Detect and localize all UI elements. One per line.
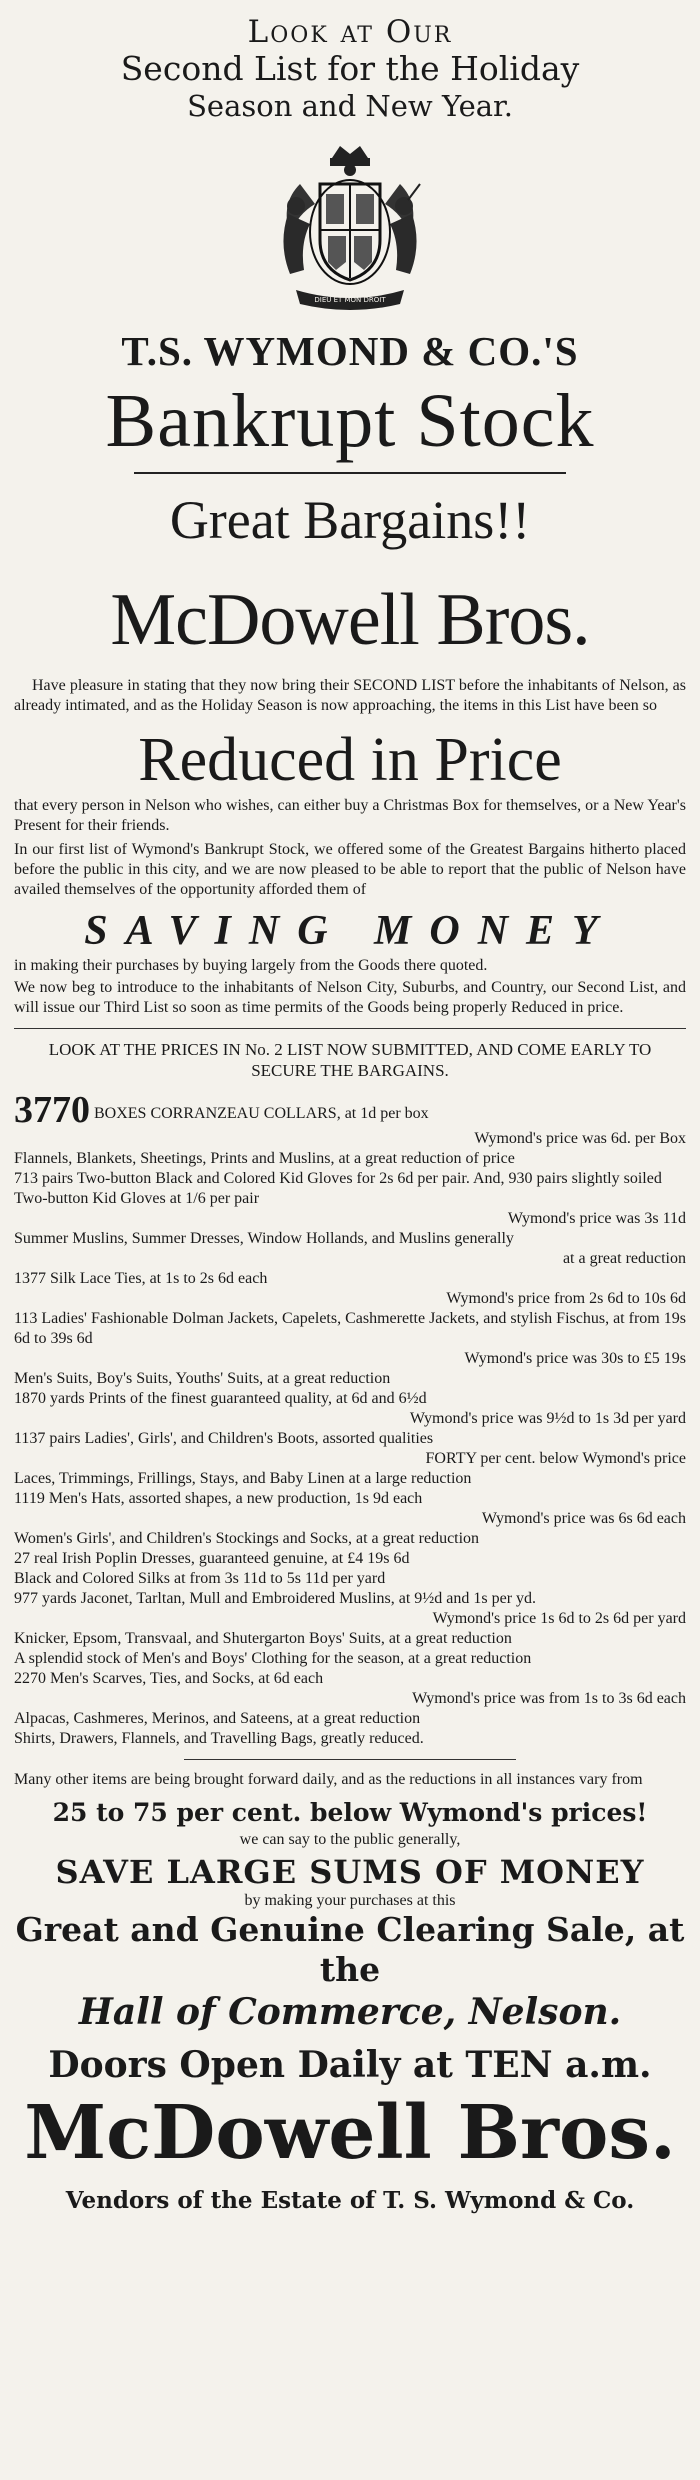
percent-below-heading: 25 to 75 per cent. below Wymond's prices!	[52, 1798, 648, 1827]
list-item: Shirts, Drawers, Flannels, and Travelling Bags, greatly reduced.	[14, 1730, 424, 1747]
list-item: Summer Muslins, Summer Dresses, Window Hollands, and Muslins generally at a great reduction	[14, 1230, 686, 1267]
price-list	[14, 1091, 686, 1749]
season-heading: Season and New Year.	[187, 89, 513, 123]
list-item: 1377 Silk Lace Ties, at 1s to 2s 6d each Wymond's price from 2s 6d to 10s 6d	[14, 1270, 686, 1307]
by-making-text: by making your purchases at this	[244, 1892, 456, 1909]
item-wymond-price: Wymond's price was 30s to £5 19s	[464, 1350, 686, 1367]
divider	[14, 1028, 686, 1029]
reduced-in-price-heading: Reduced in Price	[138, 726, 562, 794]
mcdowell-heading: McDowell Bros.	[110, 579, 590, 661]
list-item: Black and Colored Silks at from 3s 11d to 5s 11d per yard	[14, 1570, 386, 1587]
item-wymond-price: Wymond's price was 3s 11d	[507, 1210, 686, 1227]
paragraph-christmas: that every person in Nelson who wishes, can either buy a Christmas Box for themselves, or a New Year's Present for their friends.	[14, 797, 686, 834]
second-list-heading: Second List for the Holiday	[120, 49, 580, 88]
item-wymond-price: FORTY per cent. below Wymond's price	[425, 1450, 686, 1467]
look-at-prices-notice: LOOK AT THE PRICES IN No. 2 LIST NOW SUBMITTED, AND COME EARLY TO SECURE THE BARGAINS.	[48, 1040, 652, 1080]
crest-motto: DIEU ET MON DROIT	[314, 296, 386, 304]
list-item: Laces, Trimmings, Frillings, Stays, and Baby Linen at a large reduction	[14, 1470, 472, 1487]
wymond-heading: T.S. WYMOND & CO.'S	[121, 328, 579, 374]
list-item: 977 yards Jaconet, Tarltan, Mull and Embroidered Muslins, at 9½d and 1s per yd. Wymond's price 1s 6d to 2s 6d per yard	[14, 1590, 686, 1627]
divider	[184, 1759, 516, 1760]
royal-coat-of-arms-icon	[270, 144, 430, 312]
we-can-say-text: we can say to the public generally,	[239, 1831, 461, 1848]
item-wymond-price: Wymond's price was 9½d to 1s 3d per yard	[409, 1410, 686, 1427]
list-item: Women's Girls', and Children's Stockings and Socks, at a great reduction	[14, 1530, 480, 1547]
list-item: 27 real Irish Poplin Dresses, guaranteed genuine, at £4 19s 6d	[14, 1550, 410, 1567]
list-item: 713 pairs Two-button Black and Colored Kid Gloves for 2s 6d per pair. And, 930 pairs slightly soiled Two-button Kid Gloves at 1/6 per pair Wymond's price was 3s 11d	[14, 1170, 686, 1227]
intro-paragraph: Have pleasure in stating that they now bring their SECOND LIST before the inhabitants of Nelson, as already intimated, and as the Holiday Season is now approaching, the items in this List have been so	[14, 677, 686, 714]
saving-money-heading: SAVING MONEY	[84, 908, 616, 954]
list-item: Flannels, Blankets, Sheetings, Prints and Muslins, at a great reduction of price	[14, 1150, 515, 1167]
many-other-items-text: Many other items are being brought forward daily, and as the reductions in all instances vary from	[14, 1771, 643, 1788]
item-wymond-price: Wymond's price was 6d. per Box	[474, 1130, 686, 1147]
list-item: 1137 pairs Ladies', Girls', and Children's Boots, assorted qualities FORTY per cent. below Wymond's price	[14, 1430, 686, 1467]
save-money-heading: SAVE LARGE SUMS OF MONEY	[55, 1853, 645, 1891]
mcdowell-footer-heading: McDowell Bros.	[24, 2090, 676, 2176]
item-wymond-price: Wymond's price from 2s 6d to 10s 6d	[446, 1290, 686, 1307]
divider	[134, 472, 566, 474]
item-wymond-price: at a great reduction	[562, 1250, 686, 1267]
list-item: 1870 yards Prints of the finest guaranteed quality, at 6d and 6½d Wymond's price was 9½d to 1s 3d per yard	[14, 1390, 686, 1427]
list-item: 1119 Men's Hats, assorted shapes, a new production, 1s 9d each Wymond's price was 6s 6d each	[14, 1490, 686, 1527]
paragraph-first-list: In our first list of Wymond's Bankrupt Stock, we offered some of the Greatest Bargains hitherto placed before the public in this city, and we are now pleased to be able to report that the public of Nelson have availed themselves of the opportunity afforded them of	[14, 841, 686, 898]
clearing-sale-heading: Great and Genuine Clearing Sale, at the	[15, 1910, 685, 1989]
item-wymond-price: Wymond's price was from 1s to 3s 6d each	[412, 1690, 686, 1707]
look-heading: Look at Our	[247, 14, 453, 50]
bankrupt-stock-heading: Bankrupt Stock	[105, 379, 595, 463]
item-wymond-price: Wymond's price 1s 6d to 2s 6d per yard	[432, 1610, 686, 1627]
list-item: Knicker, Epsom, Transvaal, and Shutergarton Boys' Suits, at a great reduction	[14, 1630, 512, 1647]
hall-of-commerce-heading: Hall of Commerce, Nelson.	[78, 1991, 622, 2033]
list-item: Men's Suits, Boy's Suits, Youths' Suits, at a great reduction	[14, 1370, 391, 1387]
paragraph-purchases: in making their purchases by buying largely from the Goods there quoted.	[14, 957, 488, 974]
doors-open-heading: Doors Open Daily at TEN a.m.	[48, 2044, 652, 2086]
item-quantity: 3770	[14, 1089, 90, 1131]
list-item: Alpacas, Cashmeres, Merinos, and Sateens, at a great reduction	[14, 1710, 421, 1727]
list-item: 113 Ladies' Fashionable Dolman Jackets, Capelets, Cashmerette Jackets, and stylish Fischus, at from 19s 6d to 39s 6d Wymond's price was 30s to £5 19s	[14, 1310, 686, 1367]
great-bargains-heading: Great Bargains!!	[169, 490, 531, 550]
vendors-line: Vendors of the Estate of T. S. Wymond & Co.	[65, 2187, 635, 2214]
list-item: 2270 Men's Scarves, Ties, and Socks, at 6d each Wymond's price was from 1s to 3s 6d each	[14, 1670, 686, 1707]
list-item: 3770 BOXES CORRANZEAU COLLARS, at 1d per box Wymond's price was 6d. per Box	[14, 1089, 686, 1147]
paragraph-second-list: We now beg to introduce to the inhabitants of Nelson City, Suburbs, and Country, our Second List, and will issue our Third List so soon as time permits of the Goods being properly Reduced in price.	[14, 979, 686, 1016]
item-wymond-price: Wymond's price was 6s 6d each	[481, 1510, 686, 1527]
list-item: A splendid stock of Men's and Boys' Clothing for the season, at a great reduction	[14, 1650, 532, 1667]
